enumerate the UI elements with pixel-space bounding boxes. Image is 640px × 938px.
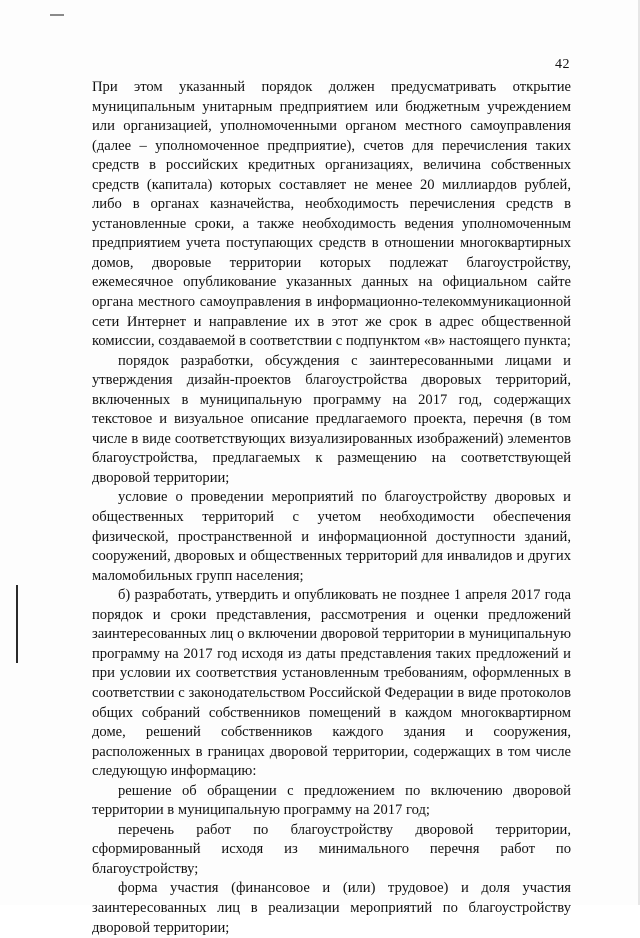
paragraph-participation-form: форма участия (финансовое и (или) трудовое) и доля участия заинтересованных лиц в реализации мероприятий по благоустройству дворовой территории;: [92, 880, 571, 936]
paragraph-works-list: перечень работ по благоустройству дворовой территории, сформированный исходя из минимального перечня работ по благоустройству;: [92, 821, 571, 877]
document-body: [92, 78, 571, 938]
paragraph-design-projects: порядок разработки, обсуждения с заинтересованными лицами и утверждения дизайн-проектов благоустройства дворовых территорий, включенных в муниципальную программу на 2017 год, содержащих текстовое и визуальное описание предлагаемого проекта, перечня (в том числе в виде соответствующих визуализированных изображений) элементов благоустройства, предлагаемых к размещению на соответствующей дворовой территории;: [92, 352, 571, 486]
paragraph-account-opening: При этом указанный порядок должен предусматривать открытие муниципальным унитарным предприятием или бюджетным учреждением или организацией, уполномоченными органом местного самоуправления (далее – уполномоченное предприятие), счетов для перечисления таких средств в российских кредитных организациях, величина собственных средств (капитала) которых составляет не менее 20 миллиардов рублей, либо в органах казначейства, необходимость перечисления средств в установленные сроки, а также необходимость ведения уполномоченным предприятием учета поступающих средств в отношении многоквартирных домов, дворовые территории которых подлежат благоустройству, ежемесячное опубликование указанных данных на официальном сайте органа местного самоуправления в информационно-телекоммуникационной сети Интернет и направление их в этот же срок в адрес общественной комиссии, создаваемой в соответствии с подпунктом «в» настоящего пункта;: [92, 79, 571, 350]
paragraph-accessibility-condition: условие о проведении мероприятий по благоустройству дворовых и общественных территорий с учетом необходимости обеспечения физической, пространственной и информационной доступности зданий, сооружений, дворовых и общественных территорий для инвалидов и других маломобильных групп населения;: [92, 489, 571, 584]
paragraph-decision-inclusion: решение об обращении с предложением по включению дворовой территории в муниципальную программу на 2017 год;: [92, 782, 571, 819]
paragraph-item-b-proposals: б) разработать, утвердить и опубликовать не позднее 1 апреля 2017 года порядок и сроки представления, рассмотрения и оценки предложений заинтересованных лиц о включении дворовой территории в муниципальную программу на 2017 год исходя из даты представления таких предложений и при условии их соответствия установленным требованиям, оформленных в соответствии с законодательством Российской Федерации в виде протоколов общих собраний собственников помещений в каждом многоквартирном доме, решений собственников каждого здания и сооружения, расположенных в границах дворовой территории, содержащих в том числе следующую информацию:: [92, 587, 571, 780]
margin-vertical-line: [16, 585, 18, 663]
scan-artifact-mark: [50, 14, 64, 16]
page-number: 42: [555, 57, 570, 72]
